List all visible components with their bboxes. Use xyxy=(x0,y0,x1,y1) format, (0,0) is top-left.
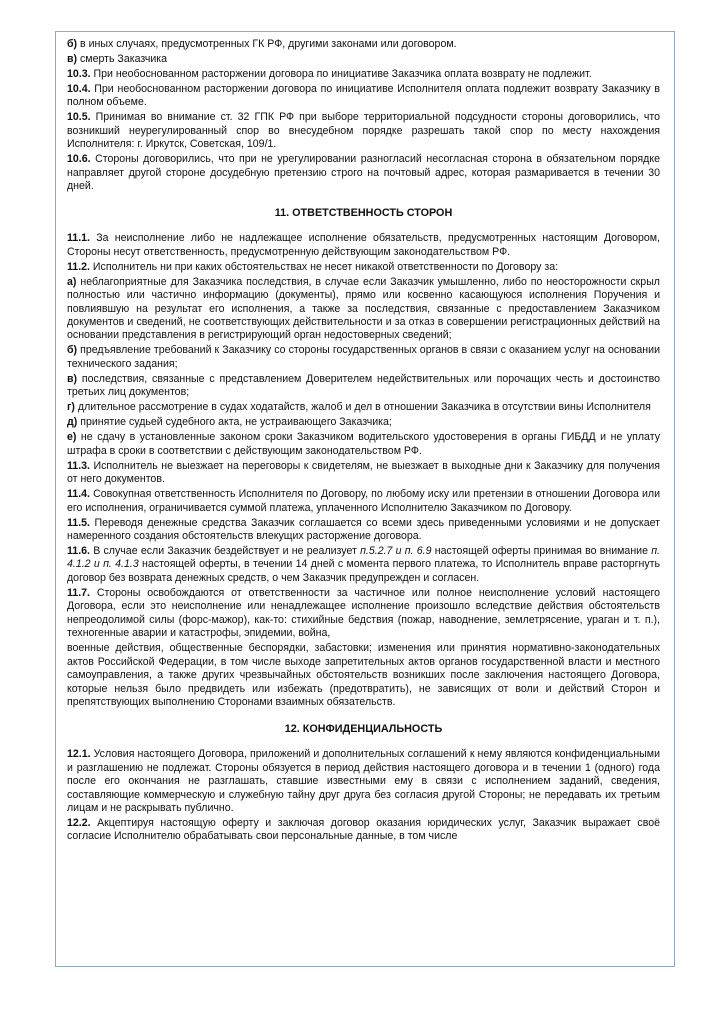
clause-11-2-e: е) не сдачу в установленные законом сроки Заказчиком водительского удостоверения в органы ГИБДД и не уплату штрафа в сроки в соответствии с действующим законодательством РФ. xyxy=(67,431,660,457)
document-page xyxy=(67,38,660,845)
clause-10-v: в) смерть Заказчика xyxy=(67,53,168,65)
clause-11-2: 11.2. Исполнитель ни при каких обстоятельствах не несет никакой ответственности по Договору за: xyxy=(67,260,559,273)
clause-11-5: 11.5. Переводя денежные средства Заказчик соглашается со всеми здесь приведенными условиями и не допускает намеренного создания обстоятельств влекущих расторжение договора. xyxy=(67,516,660,542)
section-12-heading: 12. КОНФИДЕНЦИАЛЬНОСТЬ xyxy=(284,723,443,736)
clause-11-3: 11.3. Исполнитель не выезжает на переговоры к свидетелям, не выезжает в выходные дни к Заказчику для получения от него документов. xyxy=(67,459,660,486)
clause-11-7: 11.7. Стороны освобождаются от ответственности за частичное или полное неисполнение условий настоящего Договора, если это неисполнение или ненадлежащее исполнение произошло вследствие действия обстоятельств непреодолимой силы (форс-мажор), как-то: стихийные бедствия (пожар, наводнение, землетрясение, ураган и т. п.), техногенные аварии и катастрофы, эпидемии, война, xyxy=(67,586,660,639)
clause-11-2-a: а) неблагоприятные для Заказчика последствия, в случае если Заказчик умышленно, либо по неосторожности скрыл полностью или частично информацию (документы), прямо или косвенно касающуюся исполнения Поручения и повлиявшую на результат его исполнения, а также за последствия, связанные с предоставлением Заказчиком документов и сведений, не соответствующих действительности и за отказ в совершении регистрационных действий на основании представления в регистрирующий орган недостоверных сведений; xyxy=(67,275,660,342)
section-11-heading: 11. ОТВЕТСТВЕННОСТЬ СТОРОН xyxy=(274,207,453,220)
section-10-tail xyxy=(67,38,660,193)
clause-10-6: 10.6. Стороны договорились, что при не урегулировании разногласий несогласная сторона в обязательном порядке направляет другой стороне досудебную претензию строго на почтовый адрес, которая размаривается в течении 30 дней. xyxy=(67,153,660,193)
clause-12-1: 12.1. Условия настоящего Договора, приложений и дополнительных соглашений к нему являются конфиденциальными и разглашению не подлежат. Стороны обязуется в период действия настоящего договора и в течении 1 (одного) года после его окончания не разглашать, ставшие известными ему в связи с исполнением заданий, сведения, составляющие коммерческую и служебную тайну друг друга без согласия другой Стороны; не передавать их третьим лицам и не раскрывать публично. xyxy=(67,748,660,814)
clause-12-2: 12.2. Акцептируя настоящую оферту и заключая договор оказания юридических услуг, Заказчик выражает своё согласие Исполнителю обрабатывать свои персональные данные, в том числе xyxy=(67,817,660,843)
clause-11-2-g: г) длительное рассмотрение в судах ходатайств, жалоб и дел в отношении Заказчика в отсутствии вины Исполнителя xyxy=(67,401,651,414)
clause-11-1: 11.1. За неисполнение либо не надлежащее исполнение обязательств, предусмотренных настоящим Договором, Стороны несут ответственность, предусмотренную действующим законодательством РФ. xyxy=(67,232,660,258)
clause-10-5: 10.5. Принимая во внимание ст. 32 ГПК РФ при выборе территориальной подсудности стороны договорились, что возникший неурегулированный спор во внесудебном порядке разрешать такой спор по месту нахождения Исполнителя: г. Иркутск, Советская, 109/1. xyxy=(67,111,660,151)
clause-11-4: 11.4. Совокупная ответственность Исполнителя по Договору, по любому иску или претензии в отношении Договора или его исполнения, ограничивается суммой платежа, уплаченного Исполнителю Заказчиком по Договору. xyxy=(67,488,660,514)
clause-10-3: 10.3. При необоснованном расторжении договора по инициативе Заказчика оплата возврату не подлежит. xyxy=(67,68,592,80)
clause-10-b: б) в иных случаях, предусмотренных ГК РФ, другими законами или договором. xyxy=(67,38,457,50)
clause-11-7-continued: военные действия, общественные беспорядки, забастовки; изменения или принятия нормативно-законодательных актов Российской Федерации, в том числе выходе запретительных актов органов государственной власти и местного самоуправления, а также других чрезвычайных обстоятельств возникших после заключения настоящего Договора, которые нельзя было предвидеть или избежать (предотвратить), не зависящих от воли и действий Сторон и препятствующих выполнению Сторонами взаимных обязательств. xyxy=(67,642,660,708)
clause-10-4: 10.4. При необоснованном расторжении договора по инициативе Исполнителя оплата подлежит возврату Заказчику в полном объеме. xyxy=(67,83,660,109)
clause-11-2-v: в) последствия, связанные с представлением Доверителем недействительных или порочащих честь и достоинство третьих лиц документов; xyxy=(67,372,660,399)
clause-11-2-b: б) предъявление требований к Заказчику со стороны государственных органов в связи с оказанием услуг на основании технического задания; xyxy=(67,344,660,370)
clause-11-6: 11.6. В случае если Заказчик бездействует и не реализует п.5.2.7 и п. 6.9 настоящей оферты принимая во внимание п. 4.1.2 и п. 4.1.3 настоящей оферты, в течении 14 дней с момента первого платежа, то Исполнитель вправе расторгнуть договор без возврата денежных средств, о чем Заказчик предупрежден и согласен. xyxy=(67,544,660,584)
section-11 xyxy=(67,232,660,709)
clause-11-2-d: д) принятие судьей судебного акта, не устраивающего Заказчика; xyxy=(67,416,392,429)
section-12 xyxy=(67,748,660,843)
